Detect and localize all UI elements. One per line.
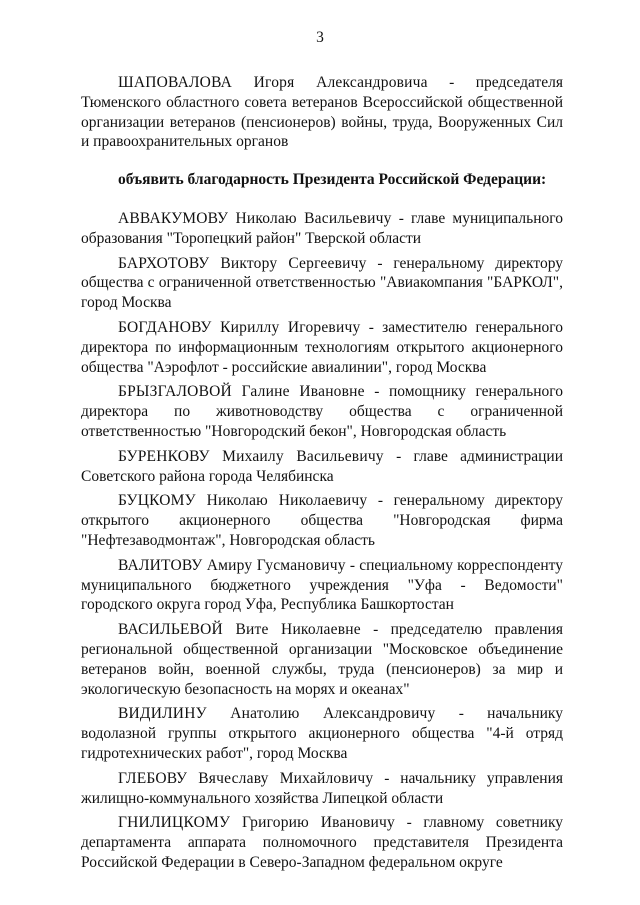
person-name: ГЛЕБОВУ Вячеславу Михайловичу [118,769,374,787]
award-list [81,209,563,873]
person-position: - помощнику генерального директора по животноводству общества с ограниченной ответственностью "Новгородский бекон", Новгородская область [81,383,563,440]
person-name: БУРЕНКОВУ Михаилу Васильевичу [118,447,384,465]
person-name: ВАСИЛЬЕВОЙ Вите Николаевне [118,621,361,639]
person-position: - главе муниципального образования "Торопецкий район" Тверской области [81,209,564,247]
intro-paragraph [81,73,563,152]
award-entry [81,318,563,377]
person-name: БУЦКОМУ Николаю Николаевичу [118,492,368,510]
person-name: БАРХОТОВУ Виктору Сергеевичу [118,254,367,272]
person-position: - главному советнику департамента аппарата полномочного представителя Президента Российской Федерации в Северо-Западном федеральном округе [81,814,564,871]
award-entry [81,769,563,809]
person-name: ГНИЛИЦКОМУ Григорию Ивановичу [118,814,395,832]
award-entry [81,556,563,615]
person-name: ВАЛИТОВУ Амиру Гусмановичу [118,556,346,574]
decision-heading: объявить благодарность Президента Российской Федерации: [118,171,547,189]
person-position: - генеральному директору открытого акционерного общества "Новгородская фирма "Нефтезаводмонтаж", Новгородская область [81,492,564,549]
person-name: АВВАКУМОВУ Николаю Васильевичу [118,209,392,227]
award-entry [81,813,563,872]
award-entry [81,382,563,441]
person-position: - председателю правления региональной общественной организации "Московское объединение ветеранов войн, военной службы, труда (пенсионеров) за мир и экологическую безопасность на морях и океанах" [81,621,563,698]
person-position: - председателя Тюменского областного совета ветеранов Всероссийской общественной организации ветеранов (пенсионеров) войны, труда, Вооруженных Сил и правоохранительных органов [81,74,563,151]
person-position: - генеральному директору общества с ограниченной ответственностью "Авиакомпания "БАРКОЛ", город Москва [81,254,563,312]
page-number: 3 [316,29,324,46]
award-entry [81,704,563,763]
award-entry [81,254,563,313]
person-position: - специальному корреспонденту муниципального бюджетного учреждения "Уфа - Ведомости" городского округа город Уфа, Республика Башкортостан [81,556,564,614]
award-entry [81,447,563,487]
award-entry [81,620,563,699]
person-position: - заместителю генерального директора по информационным технологиям открытого акционерного общества "Аэрофлот - российские авиалинии", город Москва [81,318,563,376]
document-body [81,73,563,878]
person-position: - начальнику водолазной группы открытого акционерного общества "4-й отряд гидротехнических работ", город Москва [81,705,563,762]
person-name: БРЫЗГАЛОВОЙ Галине Ивановне [118,383,365,401]
person-position: - главе администрации Советского района города Челябинска [81,447,563,485]
person-name: БОГДАНОВУ Кириллу Игоревичу [118,318,361,336]
person-position: - начальнику управления жилищно-коммунального хозяйства Липецкой области [81,769,564,807]
person-name: ВИДИЛИНУ Анатолию Александровичу [118,705,436,723]
person-name: ШАПОВАЛОВА Игоря Александровича [118,74,428,91]
award-entry [81,491,563,550]
award-entry [81,209,563,249]
